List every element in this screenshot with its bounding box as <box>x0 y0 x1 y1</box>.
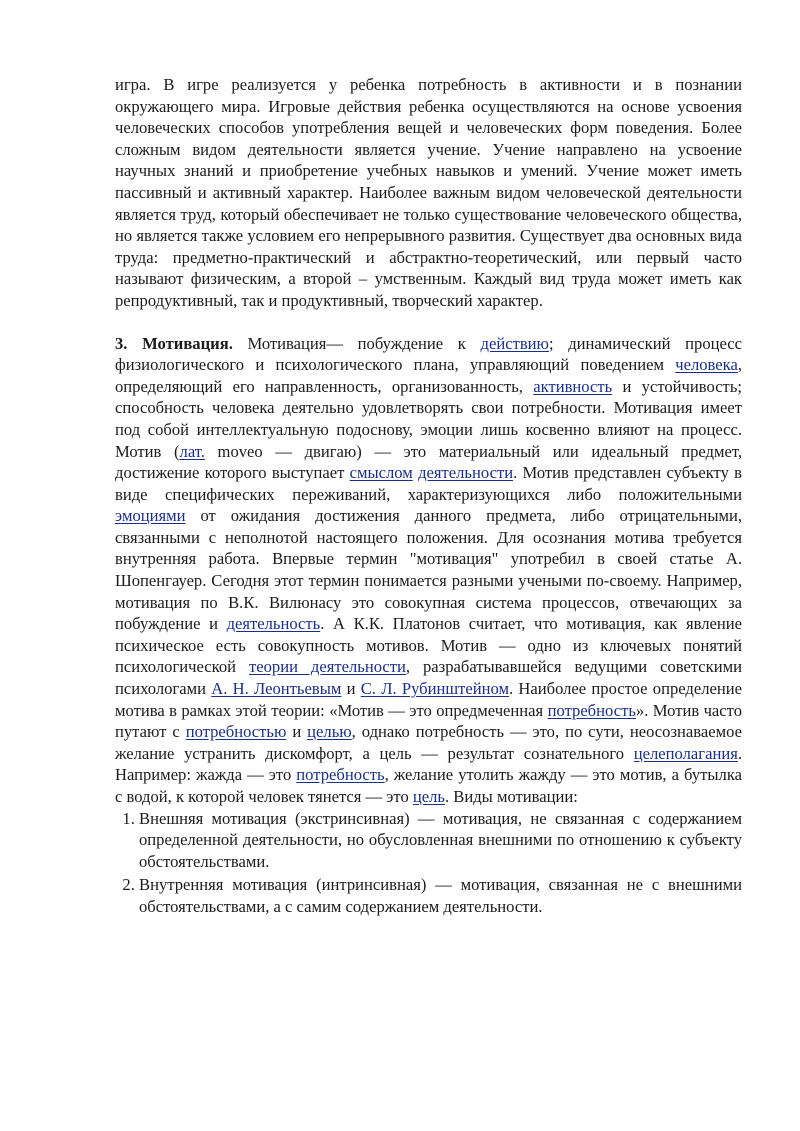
text-run: и устойчивость; способность человека деятельно удовлетворять свои потребности. Мотивация имеет под собой интеллектуальную подоснову, эмоции лишь косвенно влияют на процесс. Мотив ( <box>115 376 742 461</box>
link-deystviyu[interactable]: действию <box>480 333 549 353</box>
text-run: ». Мотив часто путают с <box>115 700 742 742</box>
list-item: 2. Внутренняя мотивация (интринсивная) — мотивация, связанная не с внешними обстоятельствами, а с самим содержанием деятельности. <box>139 874 742 917</box>
link-rubinshtein[interactable]: С. Л. Рубинштейном <box>360 679 509 699</box>
text-run: , однако потребность — это, по сути, неосознаваемое желание устранить дискомфорт, а цель — результат сознательного <box>115 722 742 763</box>
text-run: , разрабатывавшейся ведущими советскими психологами <box>115 657 742 699</box>
text-run: . Виды мотивации: <box>444 787 578 806</box>
link-cheloveka[interactable]: человека <box>675 355 738 375</box>
text-run: Мотивация— побуждение к <box>232 333 481 353</box>
text-run: , определяющий его направленность, организованность, <box>115 355 742 396</box>
text-run: . А К.К. Платонов считает, что мотивация, как явление психическое есть совокупность мотивов. Мотив — одно из ключевых понятий психологической <box>115 614 742 677</box>
text-run: . Например: жажда — это <box>115 743 742 785</box>
text-run: moveo — двигаю) — это материальный или идеальный предмет, достижение которого выступает <box>115 441 742 483</box>
link-tselyu[interactable]: целью <box>307 722 352 742</box>
link-lat[interactable]: лат. <box>179 441 205 461</box>
link-smyslom[interactable]: смыслом <box>349 463 413 483</box>
link-tselepolaganiya[interactable]: целеполагания <box>633 743 738 763</box>
link-aktivnost[interactable]: активность <box>533 376 613 396</box>
link-potrebnost[interactable]: потребность <box>547 700 636 720</box>
motivation-types-list <box>115 808 742 918</box>
paragraph-activity-types: игра. В игре реализуется у ребенка потребность в активности и в познании окружающего мира. Игровые действия ребенка осуществляются на основе усвоения человеческих способов употребления вещей и человеческих форм поведения. Более сложным видом деятельности является учение. Учение направлено на усвоение научных знаний и приобретение учебных навыков и умений. Учение может иметь пассивный и активный характер. Наиболее важным видом человеческой деятельности является труд, который обеспечивает не только существование человеческого общества, но является также условием его непрерывного развития. Существует два основных вида труда: предметно-практический и абстрактно-теоретический, или первый часто называют физическим, а второй – умственным. Каждый вид труда может иметь как репродуктивный, так и продуктивный, творческий характер. <box>115 75 742 310</box>
text-run: . Мотив представлен субъекту в виде специфических переживаний, характеризующихся либо положительными <box>115 463 742 504</box>
link-leontyev[interactable]: А. Н. Леонтьевым <box>211 679 342 699</box>
text-run: и <box>341 679 361 699</box>
list-item: 1. Внешняя мотивация (экстринсивная) — мотивация, не связанная с содержанием определенной деятельности, но обусловленная внешними по отношению к субъекту обстоятельствами. <box>139 808 742 873</box>
paragraph-motivation <box>115 333 742 808</box>
text-run: от ожидания достижения данного предмета, либо отрицательными, связанными с неполнотой настоящего положения. Для осознания мотива требуется внутренняя работа. Впервые термин "мотивация" употребил в своей статье А. Шопенгауер. Сегодня этот термин понимается разными учеными по-своему. Например, мотивация по В.К. Вилюнасу это совокупная система процессов, отвечающих за побуждение и <box>115 506 742 634</box>
text-run: ; динамический процесс физиологического и психологического плана, управляющий поведением <box>115 333 743 375</box>
document-page <box>115 74 742 918</box>
link-emotsiyami[interactable]: эмоциями <box>115 506 186 526</box>
link-tsel[interactable]: цель <box>412 787 445 806</box>
link-potrebnostyu[interactable]: потребностью <box>185 722 287 742</box>
text-run: , желание утолить жажду — это мотив, а бутылка с водой, к которой человек тянется — это <box>115 765 742 806</box>
link-potrebnost-2[interactable]: потребность <box>296 765 385 785</box>
link-teorii-deyatelnosti[interactable]: теории деятельности <box>248 657 406 677</box>
text-run: . Наиболее простое определение мотива в рамках этой теории: «Мотив — это опредмеченная <box>115 679 742 720</box>
link-deyatelnost[interactable]: деятельность <box>226 614 321 634</box>
text-run: и <box>286 722 308 742</box>
section-heading: 3. Мотивация. <box>115 333 233 353</box>
link-deyatelnosti[interactable]: деятельности <box>418 463 514 483</box>
